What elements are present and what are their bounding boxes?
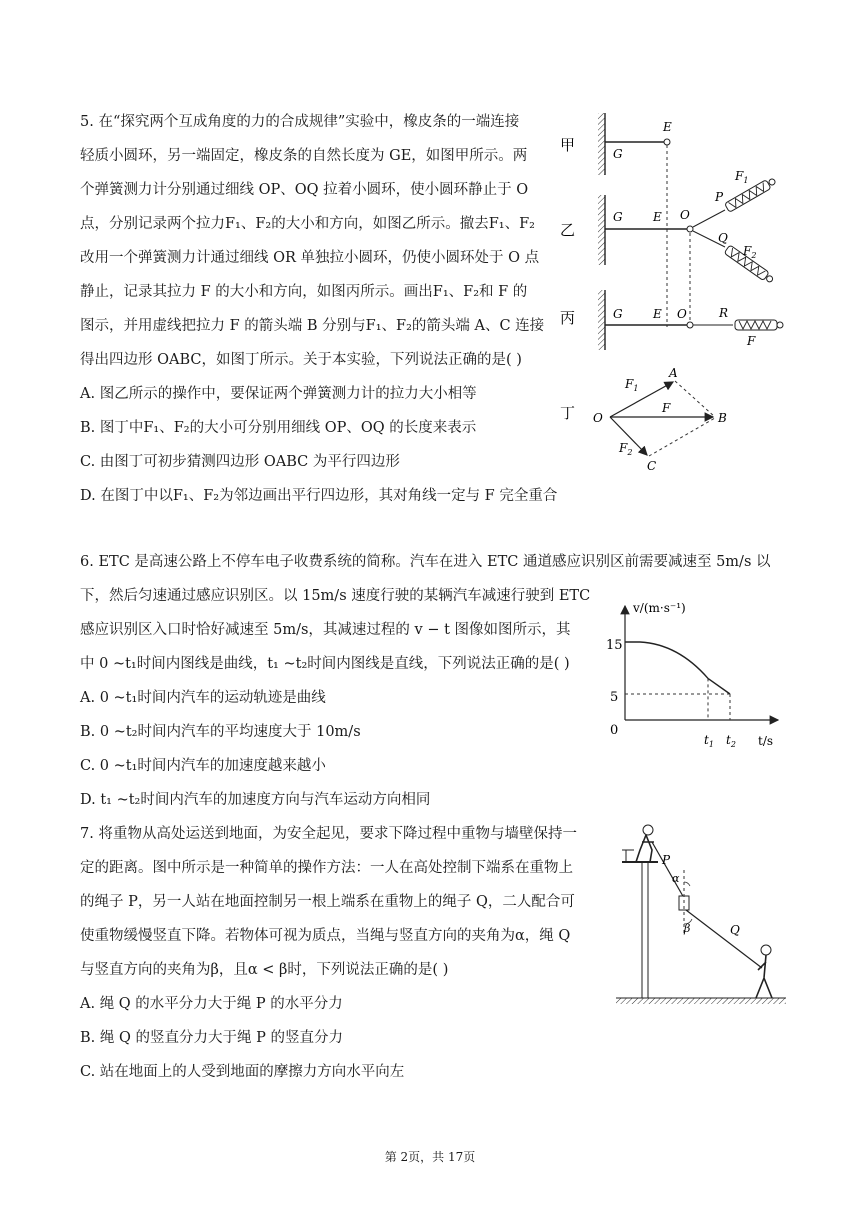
label-Q: Q bbox=[730, 923, 740, 937]
label-yi: 乙 bbox=[560, 221, 576, 239]
ground bbox=[616, 998, 786, 1004]
figure-yi bbox=[598, 169, 777, 285]
label-E-bing: E bbox=[653, 307, 662, 321]
label-C: C bbox=[647, 459, 657, 473]
q6-line-3: 感应识别区入口时恰好减速至 5m/s，其减速过程的 v − t 图像如图所示，其 bbox=[80, 622, 571, 638]
q5-line-5: 改用一个弹簧测力计通过细线 OR 单独拉小圆环，仍使小圆环处于 O 点 bbox=[80, 250, 540, 266]
label-beta: β bbox=[684, 922, 691, 935]
q5-line-3: 个弹簧测力计分别通过细线 OP、OQ 拉着小圆环，使小圆环静止于 O bbox=[80, 182, 529, 198]
q6-line-1: 6. ETC 是高速公路上不停车电子收费系统的简称。汽车在进入 ETC 通道感应识别区前需要减速至 5m/s 以 bbox=[80, 554, 771, 570]
q5-line-6: 静止，记录其拉力 F 的大小和方向，如图丙所示。画出F₁、F₂和 F 的 bbox=[80, 284, 528, 300]
label-F2-ding: $F_2$ bbox=[619, 441, 633, 457]
q7-figure bbox=[612, 820, 790, 1010]
label-Q: Q bbox=[718, 231, 728, 245]
label-G-yi: G bbox=[613, 210, 623, 224]
label-G-bing: G bbox=[613, 307, 623, 321]
q7-line-5: 与竖直方向的夹角为β，且α < β时，下列说法正确的是( ) bbox=[80, 962, 449, 978]
label-G-jia: G bbox=[613, 147, 623, 161]
y-tick-0: 0 bbox=[610, 723, 619, 738]
q5-option-a[interactable]: A. 图乙所示的操作中，要保证两个弹簧测力计的拉力大小相等 bbox=[80, 386, 477, 402]
q7-line-3: 的绳子 P，另一人站在地面控制另一根上端系在重物上的绳子 Q，二人配合可 bbox=[80, 894, 575, 910]
q7-line-4: 使重物缓慢竖直下降。若物体可视为质点，当绳与竖直方向的夹角为α，绳 Q bbox=[80, 928, 571, 944]
label-A: A bbox=[669, 366, 678, 380]
q6-line-2: 下，然后匀速通过感应识别区。以 15m/s 速度行驶的某辆汽车减速行驶到 ETC bbox=[80, 588, 591, 604]
q7-line-2: 定的距离。图中所示是一种简单的操作方法：一人在高处控制下端系在重物上 bbox=[80, 860, 573, 876]
y-tick-15: 15 bbox=[606, 638, 623, 653]
q5-line-1: 5. 在“探究两个互成角度的力的合成规律”实验中，橡皮条的一端连接 bbox=[80, 114, 520, 130]
label-F1-ding: $F_1$ bbox=[625, 377, 639, 393]
label-B: B bbox=[718, 411, 727, 425]
wall-pole bbox=[642, 862, 648, 998]
q5-line-8: 得出四边形 OABC，如图丁所示。关于本实验，下列说法正确的是( ) bbox=[80, 352, 522, 368]
q7-option-b[interactable]: B. 绳 Q 的竖直分力大于绳 P 的竖直分力 bbox=[80, 1030, 343, 1046]
q6-option-a[interactable]: A. 0 ~t₁时间内汽车的运动轨迹是曲线 bbox=[80, 690, 326, 706]
q6-option-b[interactable]: B. 0 ~t₂时间内汽车的平均速度大于 10m/s bbox=[80, 724, 361, 740]
q6-line-4: 中 0 ~t₁时间内图线是曲线，t₁ ~t₂时间内图线是直线，下列说法正确的是( ) bbox=[80, 656, 570, 672]
label-bing: 丙 bbox=[560, 309, 576, 327]
figure-jia bbox=[598, 113, 672, 175]
q6-option-c[interactable]: C. 0 ~t₁时间内汽车的加速度越来越小 bbox=[80, 758, 326, 774]
y-axis-label: v/(m·s⁻¹) bbox=[633, 601, 686, 615]
q7-line-1: 7. 将重物从高处运送到地面，为安全起见，要求下降过程中重物与墙壁保持一 bbox=[80, 826, 577, 842]
label-E-jia: E bbox=[663, 120, 672, 134]
x-tick-t2: $t_2$ bbox=[726, 733, 736, 749]
q7-option-a[interactable]: A. 绳 Q 的水平分力大于绳 P 的水平分力 bbox=[80, 996, 343, 1012]
x-axis-label: t/s bbox=[758, 734, 774, 748]
lower-person-icon bbox=[756, 945, 772, 998]
q5-option-d[interactable]: D. 在图丁中以F₁、F₂为邻边画出平行四边形，其对角线一定与 F 完全重合 bbox=[80, 488, 558, 504]
rope-p bbox=[652, 842, 684, 898]
q7-option-c[interactable]: C. 站在地面上的人受到地面的摩擦力方向水平向左 bbox=[80, 1064, 405, 1080]
q5-option-b[interactable]: B. 图丁中F₁、F₂的大小可分别用细线 OP、OQ 的长度来表示 bbox=[80, 420, 477, 436]
label-R: R bbox=[719, 306, 729, 320]
page-footer: 第 2页，共 17页 bbox=[384, 1150, 476, 1164]
label-O-bing: O bbox=[677, 307, 687, 321]
label-O-yi: O bbox=[680, 208, 690, 222]
label-ding: 丁 bbox=[560, 404, 576, 422]
label-F2-yi: $F_2$ bbox=[743, 244, 757, 260]
label-P: P bbox=[715, 190, 724, 204]
label-O-ding: O bbox=[593, 411, 603, 425]
label-alpha: α bbox=[672, 872, 680, 885]
q5-line-7: 图示，并用虚线把拉力 F 的箭头端 B 分别与F₁、F₂的箭头端 A、C 连接 bbox=[80, 318, 545, 334]
q6-vt-chart bbox=[600, 600, 790, 755]
y-tick-5: 5 bbox=[610, 690, 619, 705]
rope-q bbox=[686, 910, 762, 968]
label-P: P bbox=[662, 853, 671, 867]
label-F-ding: F bbox=[662, 401, 671, 415]
upper-person-icon bbox=[636, 825, 654, 862]
label-F-bing: F bbox=[747, 334, 756, 348]
q5-line-4: 点，分别记录两个拉力F₁、F₂的大小和方向，如图乙所示。撤去F₁、F₂ bbox=[80, 216, 535, 232]
q5-line-2: 轻质小圆环，另一端固定，橡皮条的自然长度为 GE，如图甲所示。两 bbox=[80, 148, 528, 164]
q5-option-c[interactable]: C. 由图丁可初步猜测四边形 OABC 为平行四边形 bbox=[80, 454, 400, 470]
x-tick-t1: $t_1$ bbox=[704, 733, 714, 749]
label-E-yi: E bbox=[653, 210, 662, 224]
vt-straight-segment bbox=[708, 678, 730, 694]
label-jia: 甲 bbox=[560, 136, 576, 154]
q5-figure bbox=[555, 105, 790, 475]
label-F1-yi: $F_1$ bbox=[735, 169, 749, 185]
figure-ding bbox=[593, 366, 727, 473]
q6-option-d[interactable]: D. t₁ ~t₂时间内汽车的加速度方向与汽车运动方向相同 bbox=[80, 792, 431, 808]
vt-curve-segment bbox=[625, 642, 708, 678]
